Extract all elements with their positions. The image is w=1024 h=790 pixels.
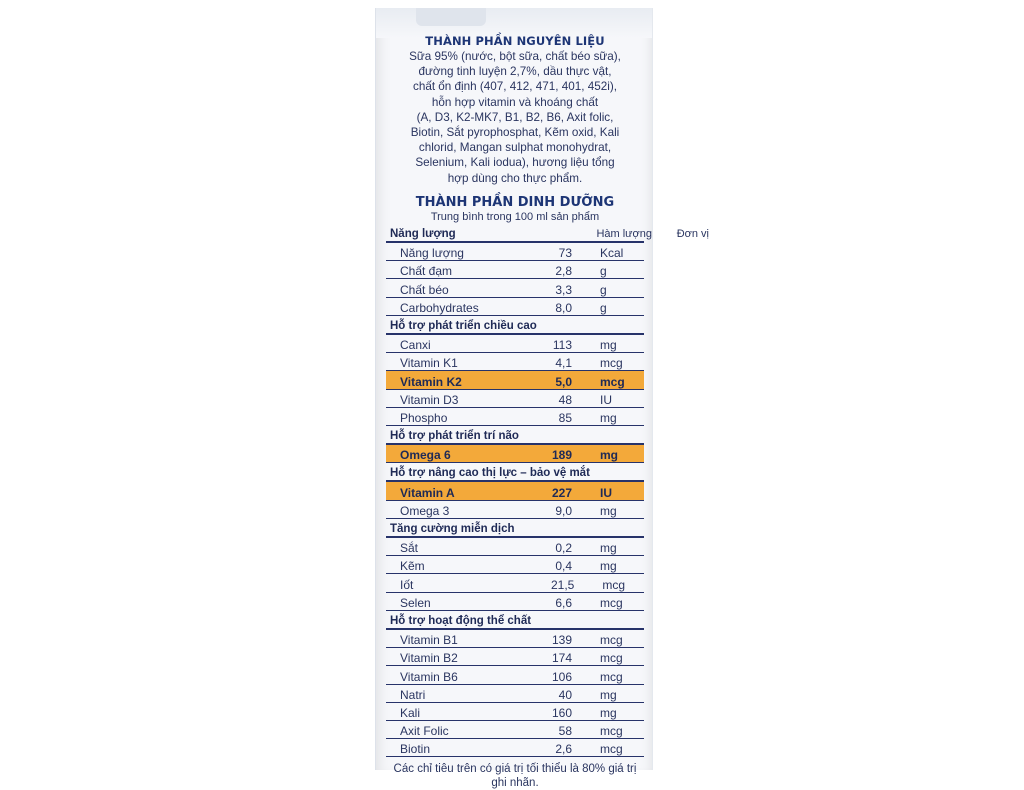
nutrient-name: Omega 3 bbox=[400, 503, 450, 518]
nutrient-name: Biotin bbox=[400, 742, 431, 757]
nutrient-unit: mg bbox=[600, 338, 617, 353]
ingredients-text bbox=[386, 49, 644, 186]
nutrition-group-row bbox=[386, 463, 644, 482]
ingredients-line: Selenium, Kali iodua), hương liệu tổng bbox=[415, 156, 615, 170]
ingredients-line: hợp dùng cho thực phẩm. bbox=[447, 171, 583, 185]
nutrient-unit: mg bbox=[600, 503, 617, 518]
nutrition-row bbox=[386, 685, 644, 703]
nutrient-name: Vitamin B2 bbox=[400, 651, 458, 666]
nutrient-value: 9,0 bbox=[555, 503, 572, 518]
nutrient-name: Vitamin B1 bbox=[400, 633, 458, 648]
nutrient-name: Vitamin B6 bbox=[400, 669, 458, 684]
nutrient-name: Carbohydrates bbox=[400, 300, 479, 315]
nutrient-name: Natri bbox=[400, 687, 426, 702]
nutrient-value: 48 bbox=[558, 392, 572, 407]
group-name: Hỗ trợ phát triển chiều cao bbox=[390, 319, 537, 332]
nutrition-row bbox=[386, 630, 644, 648]
group-name: Hỗ trợ phát triển trí não bbox=[390, 430, 519, 443]
nutrient-unit: mcg bbox=[600, 595, 623, 610]
nutrient-name: Canxi bbox=[400, 338, 431, 353]
ingredients-title: THÀNH PHẦN NGUYÊN LIỆU bbox=[425, 34, 605, 48]
carton-fold-tab bbox=[416, 8, 486, 26]
nutrient-value: 4,1 bbox=[555, 356, 572, 371]
product-label bbox=[386, 30, 709, 790]
ingredients-line: (A, D3, K2-MK7, B1, B2, B6, Axit folic, bbox=[416, 110, 614, 124]
nutrition-row bbox=[386, 721, 644, 739]
nutrition-row bbox=[386, 593, 644, 611]
nutrition-row bbox=[386, 353, 644, 371]
nutrient-name: Kẽm bbox=[400, 559, 425, 574]
nutrient-unit: IU bbox=[600, 485, 612, 500]
nutrition-row-highlighted bbox=[386, 482, 644, 500]
nutrient-value: 106 bbox=[551, 669, 572, 684]
nutrient-unit: mcg bbox=[600, 633, 623, 648]
nutrient-name: Vitamin A bbox=[400, 485, 455, 500]
nutrient-name: Axit Folic bbox=[400, 724, 449, 739]
nutrition-group-row bbox=[386, 426, 644, 445]
nutrient-name: Vitamin K1 bbox=[400, 356, 458, 371]
nutrient-name: Omega 6 bbox=[400, 448, 451, 463]
nutrition-row bbox=[386, 501, 644, 519]
group-name: Tăng cường miễn dịch bbox=[390, 523, 515, 536]
nutrient-unit: mcg bbox=[600, 374, 625, 389]
nutrient-value: 8,0 bbox=[555, 300, 572, 315]
nutrition-row bbox=[386, 739, 644, 757]
nutrient-value: 2,6 bbox=[555, 742, 572, 757]
nutrient-unit: mg bbox=[600, 559, 617, 574]
nutrition-row-highlighted bbox=[386, 371, 644, 389]
nutrition-row bbox=[386, 261, 644, 279]
nutrient-unit: mcg bbox=[600, 356, 623, 371]
nutrition-rows bbox=[386, 243, 644, 757]
nutrient-unit: mg bbox=[600, 687, 617, 702]
nutrition-row-highlighted bbox=[386, 445, 644, 463]
nutrient-unit: mcg bbox=[602, 577, 626, 592]
nutrition-row bbox=[386, 279, 644, 297]
nutrition-subtitle: Trung bình trong 100 ml sản phẩm bbox=[430, 210, 600, 223]
group-name: Hỗ trợ nâng cao thị lực – bảo vệ mắt bbox=[390, 467, 590, 480]
nutrient-name: Iốt bbox=[400, 577, 414, 592]
nutrient-value: 113 bbox=[552, 338, 572, 353]
nutrient-unit: g bbox=[600, 264, 607, 279]
nutrition-row bbox=[386, 556, 644, 574]
nutrient-value: 6,6 bbox=[555, 595, 572, 610]
nutrient-value: 227 bbox=[551, 485, 572, 500]
nutrient-unit: mcg bbox=[600, 669, 623, 684]
ingredients-line: chất ổn định (407, 412, 471, 401, 452i), bbox=[412, 80, 618, 94]
nutrition-title: THÀNH PHẦN DINH DƯỠNG bbox=[415, 194, 615, 210]
nutrient-unit: mg bbox=[600, 448, 618, 463]
milk-carton-side bbox=[375, 8, 709, 790]
nutrition-row bbox=[386, 574, 644, 592]
nutrient-name: Selen bbox=[400, 595, 431, 610]
nutrient-value: 21,5 bbox=[551, 577, 575, 592]
nutrient-name: Kali bbox=[400, 705, 421, 720]
nutrient-value: 174 bbox=[551, 651, 572, 666]
nutrition-row bbox=[386, 243, 644, 261]
nutrient-unit: g bbox=[600, 282, 607, 297]
ingredients-line: đường tinh luyện 2,7%, dầu thực vật, bbox=[418, 65, 612, 79]
nutrient-unit: IU bbox=[600, 392, 612, 407]
nutrition-table-header bbox=[386, 224, 709, 243]
nutrient-value: 5,0 bbox=[555, 374, 572, 389]
nutrient-unit: mcg bbox=[600, 742, 623, 757]
header-unit: Đơn vị bbox=[676, 228, 709, 241]
nutrition-row bbox=[386, 298, 644, 316]
nutrient-unit: mcg bbox=[600, 724, 623, 739]
nutrition-table bbox=[386, 224, 709, 757]
nutrition-row bbox=[386, 703, 644, 721]
ingredients-line: hỗn hợp vitamin và khoáng chất bbox=[431, 95, 599, 109]
nutrient-value: 73 bbox=[558, 246, 572, 261]
nutrient-value: 58 bbox=[558, 724, 572, 739]
nutrient-name: Vitamin D3 bbox=[400, 392, 459, 407]
nutrient-unit: mg bbox=[600, 410, 617, 425]
nutrient-unit: mg bbox=[600, 541, 617, 556]
nutrient-name: Năng lượng bbox=[400, 246, 464, 261]
nutrient-value: 0,4 bbox=[555, 559, 572, 574]
header-energy: Năng lượng bbox=[390, 228, 456, 241]
nutrition-group-row bbox=[386, 316, 644, 335]
nutrient-unit: Kcal bbox=[600, 246, 624, 261]
nutrition-group-row bbox=[386, 519, 644, 538]
nutrition-row bbox=[386, 408, 644, 426]
nutrient-unit: mcg bbox=[600, 651, 623, 666]
nutrient-value: 160 bbox=[551, 705, 572, 720]
nutrient-name: Chất đạm bbox=[400, 264, 453, 279]
nutrient-value: 189 bbox=[551, 448, 572, 463]
nutrition-row bbox=[386, 648, 644, 666]
ingredients-line: Sữa 95% (nước, bột sữa, chất béo sữa), bbox=[409, 50, 621, 63]
ingredients-line: chlorid, Mangan sulphat monohydrat, bbox=[418, 141, 612, 155]
nutrient-value: 3,3 bbox=[555, 282, 572, 297]
nutrient-name: Sắt bbox=[400, 541, 419, 556]
nutrient-value: 0,2 bbox=[555, 541, 572, 556]
nutrient-value: 2,8 bbox=[555, 264, 572, 279]
header-amount: Hàm lượng bbox=[596, 228, 652, 241]
nutrition-row bbox=[386, 335, 644, 353]
nutrient-name: Phospho bbox=[400, 410, 448, 425]
nutrient-unit: mg bbox=[600, 705, 617, 720]
footnote: Các chỉ tiêu trên có giá trị tối thiểu là 80% giá trị ghi nhãn. bbox=[393, 763, 637, 790]
nutrient-value: 139 bbox=[551, 633, 572, 648]
nutrient-unit: g bbox=[600, 300, 607, 315]
nutrition-row bbox=[386, 666, 644, 684]
group-name: Hỗ trợ hoạt động thể chất bbox=[390, 614, 532, 627]
nutrition-group-row bbox=[386, 611, 644, 630]
nutrient-name: Chất béo bbox=[400, 282, 449, 297]
ingredients-line: Biotin, Sắt pyrophosphat, Kẽm oxid, Kali bbox=[410, 126, 620, 140]
nutrition-row bbox=[386, 538, 644, 556]
nutrient-name: Vitamin K2 bbox=[400, 374, 462, 389]
nutrition-row bbox=[386, 390, 644, 408]
nutrient-value: 40 bbox=[558, 687, 572, 702]
nutrient-value: 85 bbox=[558, 410, 572, 425]
